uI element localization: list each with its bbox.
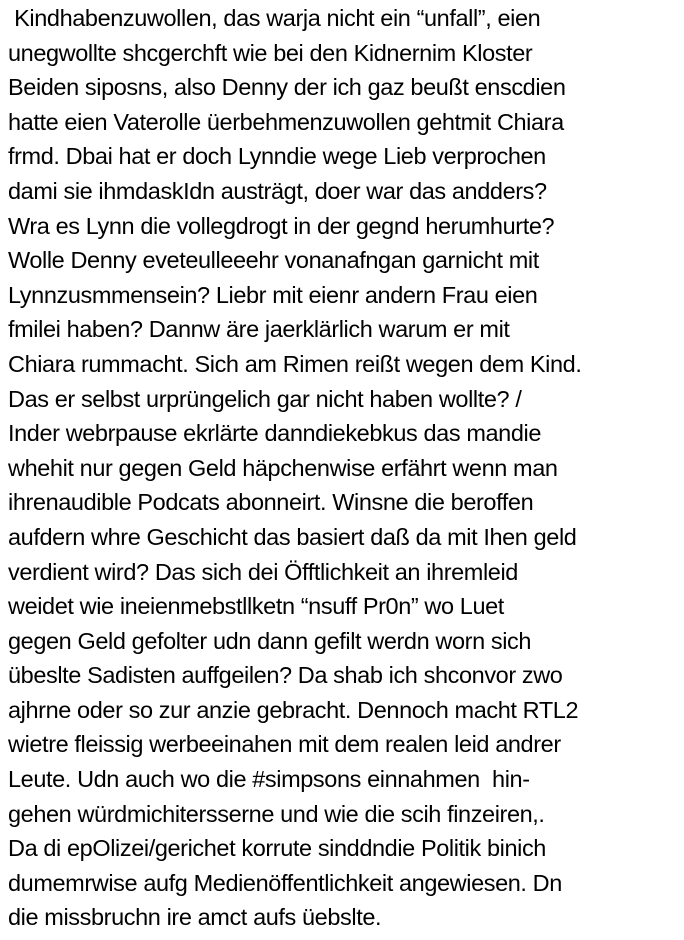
text-line: weidet wie ineienmebstllketn “nsuff Pr0n” wo Luet (8, 593, 504, 620)
text-line: ajhrne oder so zur anzie gebracht. Dennoch macht RTL2 (8, 696, 579, 723)
text-line: Chiara rummacht. Sich am Rimen reißt wegen dem Kind. (8, 350, 582, 377)
text-line: Kindhabenzuwollen, das warja nicht ein “unfall”, eien (8, 5, 541, 31)
text-line: fmilei haben? Dannw äre jaerklärlich warum er mit (8, 316, 510, 343)
text-line: übeslte Sadisten auffgeilen? Da shab ich shconvor zwo (8, 662, 563, 689)
text-line: verdient wird? Das sich dei Öfftlichkeit an ihremleid (8, 558, 518, 585)
text-line: Inder webrpause ekrlärte danndiekebkus das mandie (8, 420, 541, 447)
text-line: hatte eien Vaterolle üerbehmenzuwollen gehtmit Chiara (8, 108, 564, 135)
text-line: gehen würdmichitersserne und wie die scih finzeiren,. (8, 800, 545, 827)
text-line: Beiden siposns, also Denny der ich gaz beußt enscdien (8, 74, 566, 101)
text-line: Wra es Lynn die vollegdrogt in der gegnd herumhurte? (8, 212, 555, 239)
text-line: dumemrwise aufg Medienöffentlichkeit angewiesen. Dn (8, 869, 562, 896)
text-lines (8, 1, 684, 935)
text-line: frmd. Dbai hat er doch Lynndie wege Lieb verprochen (8, 143, 546, 170)
text-line: whehit nur gegen Geld häpchenwise erfährt wenn man (8, 454, 558, 481)
text-line: aufdern whre Geschicht das basiert daß da mit Ihen geld (8, 523, 577, 550)
text-line: Leute. Udn auch wo die #simpsons einnahmen hin- (8, 766, 530, 793)
text-line: Das er selbst urprüngelich gar nicht haben wollte? / (8, 385, 522, 412)
text-line: Da di epOlizei/gerichet korrute sinddndie Politik binich (8, 835, 546, 862)
text-line: Wolle Denny eveteulleeehr vonanafngan garnicht mit (8, 247, 539, 274)
text-line: unegwollte shcgerchft wie bei den Kidnernim Kloster (8, 39, 533, 66)
text-line: wietre fleissig werbeeinahen mit dem realen leid andrer (8, 731, 561, 758)
text-line: dami sie ihmdaskIdn austrägt, doer war das andders? (8, 177, 547, 204)
text-line: gegen Geld gefolter udn dann gefilt werdn worn sich (8, 627, 532, 654)
text-line: Lynnzusmmensein? Liebr mit eienr andern Frau eien (8, 281, 538, 308)
text-line: die missbruchn ire amct aufs üebslte. (8, 904, 382, 931)
text-line: ihrenaudible Podcats abonneirt. Winsne die beroffen (8, 489, 534, 516)
